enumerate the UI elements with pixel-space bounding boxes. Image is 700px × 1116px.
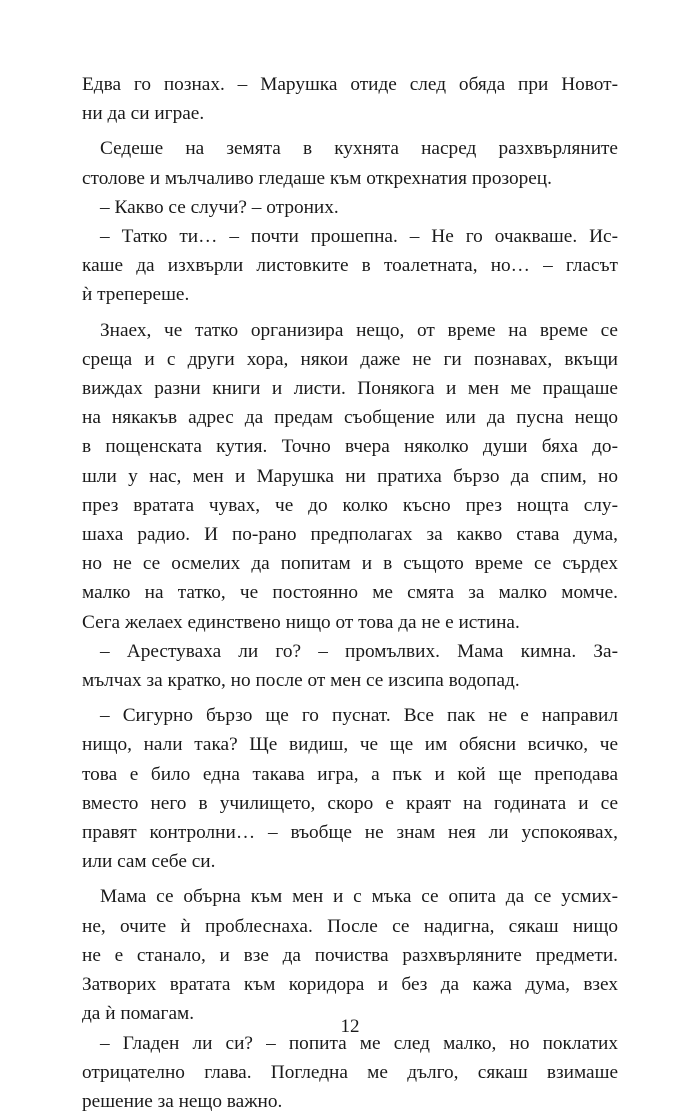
- text-line: през вратата чувах, че до колко късно през нощта слу-: [82, 491, 618, 520]
- text-line: Сега желаех единствено нищо от това да не е истина.: [82, 608, 618, 637]
- text-line: правят контролни… – въобще не знам нея ли успокоявах,: [82, 818, 618, 847]
- text-line: отрицателно глава. Погледна ме дълго, сякаш взимаше: [82, 1058, 618, 1087]
- text-line: нищо, нали така? Ще видиш, че ще им обясни всичко, че: [82, 730, 618, 759]
- text-line: вместо него в училището, скоро е краят на годината и се: [82, 789, 618, 818]
- text-line: – Арестуваха ли го? – промълвих. Мама кимна. За-: [82, 637, 618, 666]
- paragraph-8: [82, 882, 618, 1028]
- text-line: това е било една такава игра, а пък и кой ще преподава: [82, 760, 618, 789]
- text-line: ѝ трепереше.: [82, 280, 618, 309]
- text-line: – Сигурно бързо ще го пуснат. Все пак не е направил: [82, 701, 618, 730]
- text-line: мълчах за кратко, но после от мен се изсипа водопад.: [82, 666, 618, 695]
- text-line: шли у нас, мен и Марушка ни пратиха бързо да спим, но: [82, 462, 618, 491]
- text-line: – Татко ти… – почти прошепна. – Не го очакваше. Ис-: [82, 222, 618, 251]
- text-line: шаха радио. И по-рано предполагах за какво става дума,: [82, 520, 618, 549]
- text-line: решение за нещо важно.: [82, 1087, 618, 1116]
- page-number: 12: [0, 1012, 700, 1041]
- paragraph-9: [82, 1029, 618, 1116]
- text-line: каше да изхвърли листовките в тоалетната, но… – гласът: [82, 251, 618, 280]
- text-line: или сам себе си.: [82, 847, 618, 876]
- text-line: – Гладен ли си? – попита ме след малко, но поклатих: [82, 1029, 618, 1058]
- text-line: в пощенската кутия. Точно вчера няколко души бяха до-: [82, 432, 618, 461]
- paragraph-7: [82, 701, 618, 876]
- page-body-text: [82, 70, 618, 1116]
- paragraph-1: [82, 70, 618, 128]
- text-line: Мама се обърна към мен и с мъка се опита да се усмих-: [82, 882, 618, 911]
- text-line: Едва го познах. – Марушка отиде след обяда при Новот-: [82, 70, 618, 99]
- text-line: малко на татко, че постоянно ме смята за малко момче.: [82, 578, 618, 607]
- text-line: не е станало, и взе да почиства разхвърляните предмети.: [82, 941, 618, 970]
- text-line: не, очите ѝ проблеснаха. После се надигна, сякаш нищо: [82, 912, 618, 941]
- text-line: Затворих вратата към коридора и без да кажа дума, взех: [82, 970, 618, 999]
- text-line: среща и с други хора, някои даже не ги познавах, вкъщи: [82, 345, 618, 374]
- text-line: виждах разни книги и листи. Понякога и мен ме пращаше: [82, 374, 618, 403]
- text-line: – Какво се случи? – отроних.: [82, 193, 618, 222]
- paragraph-6: [82, 637, 618, 695]
- paragraph-2: [82, 134, 618, 192]
- text-line: столове и мълчаливо гледаше към открехнатия прозорец.: [82, 164, 618, 193]
- text-line: ни да си играе.: [82, 99, 618, 128]
- text-line: Знаех, че татко организира нещо, от време на време се: [82, 316, 618, 345]
- text-line: но не се осмелих да попитам и в същото време се сърдех: [82, 549, 618, 578]
- paragraph-3: [82, 193, 618, 222]
- text-line: да ѝ помагам.: [82, 999, 618, 1028]
- paragraph-5: [82, 316, 618, 637]
- paragraph-4: [82, 222, 618, 310]
- text-line: на някакъв адрес да предам съобщение или да пусна нещо: [82, 403, 618, 432]
- text-line: Седеше на земята в кухнята насред разхвърляните: [82, 134, 618, 163]
